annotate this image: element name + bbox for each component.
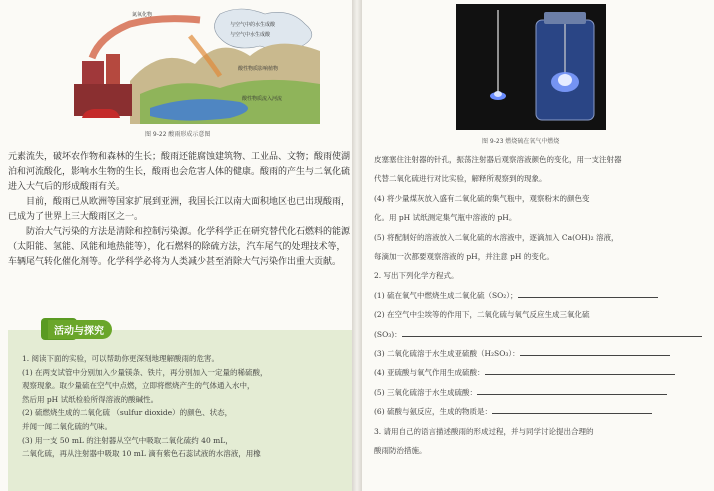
paragraph: 防治大气污染的方法是清除和控制污染源。化学科学正在研究替代化石燃料的能源（太阳能、氢能、风能和地热能等），化石燃料的除硫方法，汽车尾气的处理技术等，车辆尾气转化催化剂等。化学科学必将为人类减少甚至消除大气污染作出重大贡献。 — [8, 227, 351, 267]
right-body — [374, 150, 710, 461]
text-line: 2. 写出下列化学方程式。 — [374, 271, 459, 281]
text-line: (5) 将配制好的溶液放入二氧化硫的水溶液中，逐滴加入 Ca(OH)₂ 溶液， — [374, 232, 619, 242]
text-line: 每滴加一次都要观察溶液的 pH，并注意 pH 的变化。 — [374, 252, 554, 262]
equation-prompt: (6) 硫酸与氨反应，生成的物质是： — [374, 402, 710, 421]
answer-blank — [477, 385, 667, 395]
text-line: 酸雨防治措施。 — [374, 446, 427, 456]
activity-line: 观察现象。取少量硫在空气中点燃，立即将燃烧产生的气体通入水中， — [22, 381, 255, 391]
activity-line: 然后用 pH 试纸检验所得溶液的酸碱性。 — [22, 394, 159, 404]
answer-blank — [518, 288, 658, 298]
fig-label-top-left: 氮氧化物 — [132, 12, 153, 18]
answer-blank — [520, 346, 670, 356]
paragraph: 目前，酸雨已从欧洲等国家扩展到亚洲，我国长江以南大面积地区也已出现酸雨，已成为了世界上三大酸雨区之一。 — [8, 197, 351, 222]
activity-line: (1) 在两支试管中分别加入少量镁条、铁片，再分别加入一定量的稀硫酸， — [22, 367, 268, 377]
left-body — [8, 150, 350, 270]
text-line: 皮塞塞住注射器的针孔，振荡注射器后观察溶液颜色的变化，用一支注射器 — [374, 155, 622, 164]
fig-label-top-right: 与空气中水生成酸 — [230, 32, 271, 38]
activity-text — [22, 352, 348, 461]
text-line: 代替二氧化硫进行对比实验，解释所观察到的现象。 — [374, 174, 547, 184]
answer-blank — [402, 327, 702, 337]
activity-line: 并闻一闻二氧化硫的气味。 — [22, 421, 112, 431]
activity-line: 二氧化硫，再从注射器中吸取 10 mL 滴有紫色石蕊试液的水溶液，用橡 — [22, 449, 261, 459]
text-line: (4) 将少量煤灰放入盛有二氧化硫的集气瓶中，观察粉末的颜色变 — [374, 193, 590, 203]
answer-blank — [492, 404, 652, 414]
paragraph: 元素流失，破坏农作物和森林的生长；酸雨还能腐蚀建筑物、工业品、文物；酸雨使湖泊和河流酸化，影响水生物的生长，酸雨也会危害人体的健康。酸雨的产生与二氧化硫进入大气后的形成酸雨有关。 — [8, 152, 351, 192]
text-line: 化。用 pH 试纸测定集气瓶中溶液的 pH。 — [374, 213, 517, 223]
equation-prompt: (4) 亚硫酸与氧气作用生成硫酸： — [374, 363, 710, 382]
equation-prompt: (SO₃)： — [374, 325, 710, 344]
figure-caption: 图 9-23 燃烧硫在氧气中燃烧 — [482, 138, 560, 145]
right-page — [362, 0, 714, 491]
equation-prompt: (5) 三氧化硫溶于水生成硫酸： — [374, 383, 710, 402]
equation-prompt: (1) 硫在氧气中燃烧生成二氧化硫（SO₂）； — [374, 286, 710, 305]
activity-line: (3) 用一支 50 mL 的注射器从空气中吸取二氧化硫约 40 mL， — [22, 435, 233, 445]
answer-blank — [485, 365, 675, 375]
fig-label-mid-right: 酸性物质影响植物 — [238, 66, 279, 72]
activity-line: 1. 阅读下面的实验，可以帮助你更深刻地理解酸雨的危害。 — [22, 354, 220, 363]
activity-line: (2) 硫燃烧生成的二氧化硫 （sulfur dioxide）的颜色、状态， — [22, 408, 233, 418]
acid-rain-illustration — [70, 6, 320, 124]
book-gutter — [352, 0, 362, 491]
activity-title: 活动与探究 — [48, 320, 112, 339]
fig-label-sky: 与空气中的水生成酸 — [230, 22, 276, 28]
left-page — [0, 0, 352, 491]
text-line: 3. 请用自己的语言描述酸雨的形成过程，并与同学讨论提出合理的 — [374, 426, 594, 436]
figure-caption: 图 9-22 酸雨形成示意图 — [145, 131, 211, 138]
sulfur-burning-photo — [456, 4, 606, 130]
equation-prompt: (3) 二氧化硫溶于水生成亚硫酸（H₂SO₃）： — [374, 344, 710, 363]
text-line: (2) 在空气中尘埃等的作用下，二氧化硫与氧气反应生成三氧化硫 — [374, 310, 590, 320]
fig-label-river: 酸性物质流入河流 — [242, 96, 283, 102]
